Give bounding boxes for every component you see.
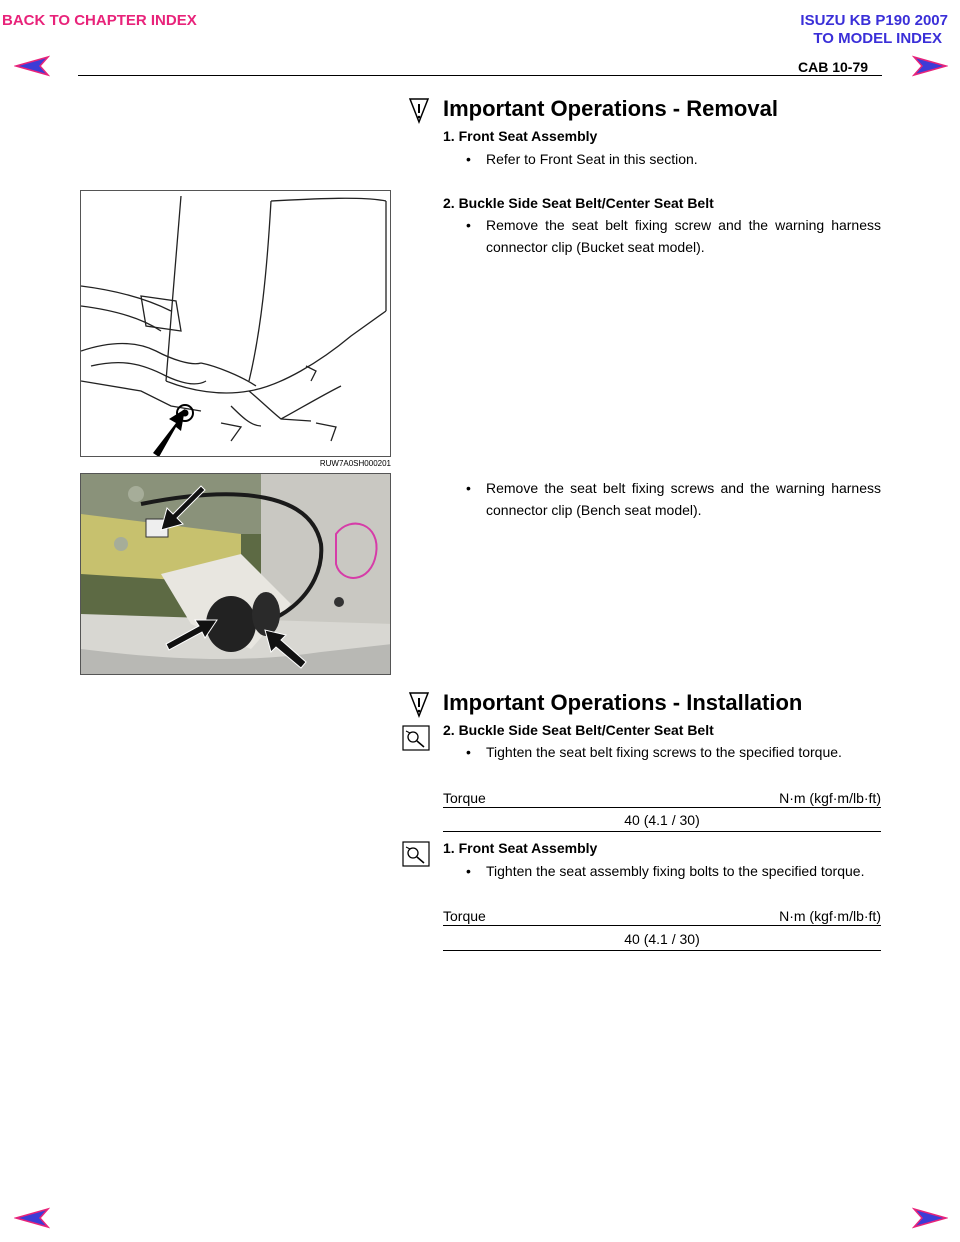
installation-step1-torque-value: 40 (4.1 / 30) <box>443 931 881 951</box>
page-label: CAB 10-79 <box>798 59 869 75</box>
caution-note-icon <box>408 690 430 720</box>
installation-step2-bullet: • Tighten the seat belt fixing screws to the specified torque. <box>466 741 881 763</box>
installation-step2-torque-header: Torque N·m (kgf·m/lb·ft) <box>443 790 881 806</box>
installation-step1-label: 1. Front Seat Assembly <box>443 840 598 856</box>
bullet-dot-icon: • <box>466 744 471 760</box>
bucket-seat-belt-illustration <box>80 190 391 457</box>
header-rule <box>78 75 882 76</box>
installation-step1-torque-header: Torque N·m (kgf·m/lb·ft) <box>443 908 881 924</box>
installation-inspection-icon <box>402 841 430 867</box>
installation-step2-label: 2. Buckle Side Seat Belt/Center Seat Belt <box>443 722 714 738</box>
model-title: ISUZU KB P190 2007 <box>800 12 948 29</box>
previous-page-arrow-icon[interactable] <box>14 1207 50 1229</box>
next-page-arrow-icon[interactable] <box>912 1207 948 1229</box>
installation-step2-torque-value: 40 (4.1 / 30) <box>443 812 881 832</box>
installation-inspection-icon <box>402 725 430 751</box>
bullet-dot-icon: • <box>466 480 471 496</box>
installation-section-title: Important Operations - Installation <box>443 690 803 715</box>
bullet-dot-icon: • <box>466 151 471 167</box>
removal-step1-label: 1. Front Seat Assembly <box>443 128 598 144</box>
next-page-arrow-icon[interactable] <box>912 55 948 77</box>
removal-section-title: Important Operations - Removal <box>443 96 778 121</box>
bullet-dot-icon: • <box>466 863 471 879</box>
back-to-chapter-index-link[interactable]: BACK TO CHAPTER INDEX <box>2 12 197 29</box>
bench-seat-belt-photo <box>80 473 391 675</box>
removal-step2-bullet-bench: • Remove the seat belt fixing screws and the warning harness connector clip (Bench seat model). <box>466 477 881 521</box>
previous-page-arrow-icon[interactable] <box>14 55 50 77</box>
installation-step1-bullet: • Tighten the seat assembly fixing bolts to the specified torque. <box>466 860 881 882</box>
removal-step2-label: 2. Buckle Side Seat Belt/Center Seat Belt <box>443 195 714 211</box>
removal-step2-bullet-bucket: • Remove the seat belt fixing screw and the warning harness connector clip (Bucket seat model). <box>466 214 881 258</box>
figure1-caption: RUW7A0SH000201 <box>319 459 391 468</box>
caution-note-icon <box>408 96 430 126</box>
to-model-index-link[interactable]: TO MODEL INDEX <box>813 30 942 47</box>
bullet-dot-icon: • <box>466 217 471 233</box>
removal-step1-bullet: • Refer to Front Seat in this section. <box>466 148 881 170</box>
